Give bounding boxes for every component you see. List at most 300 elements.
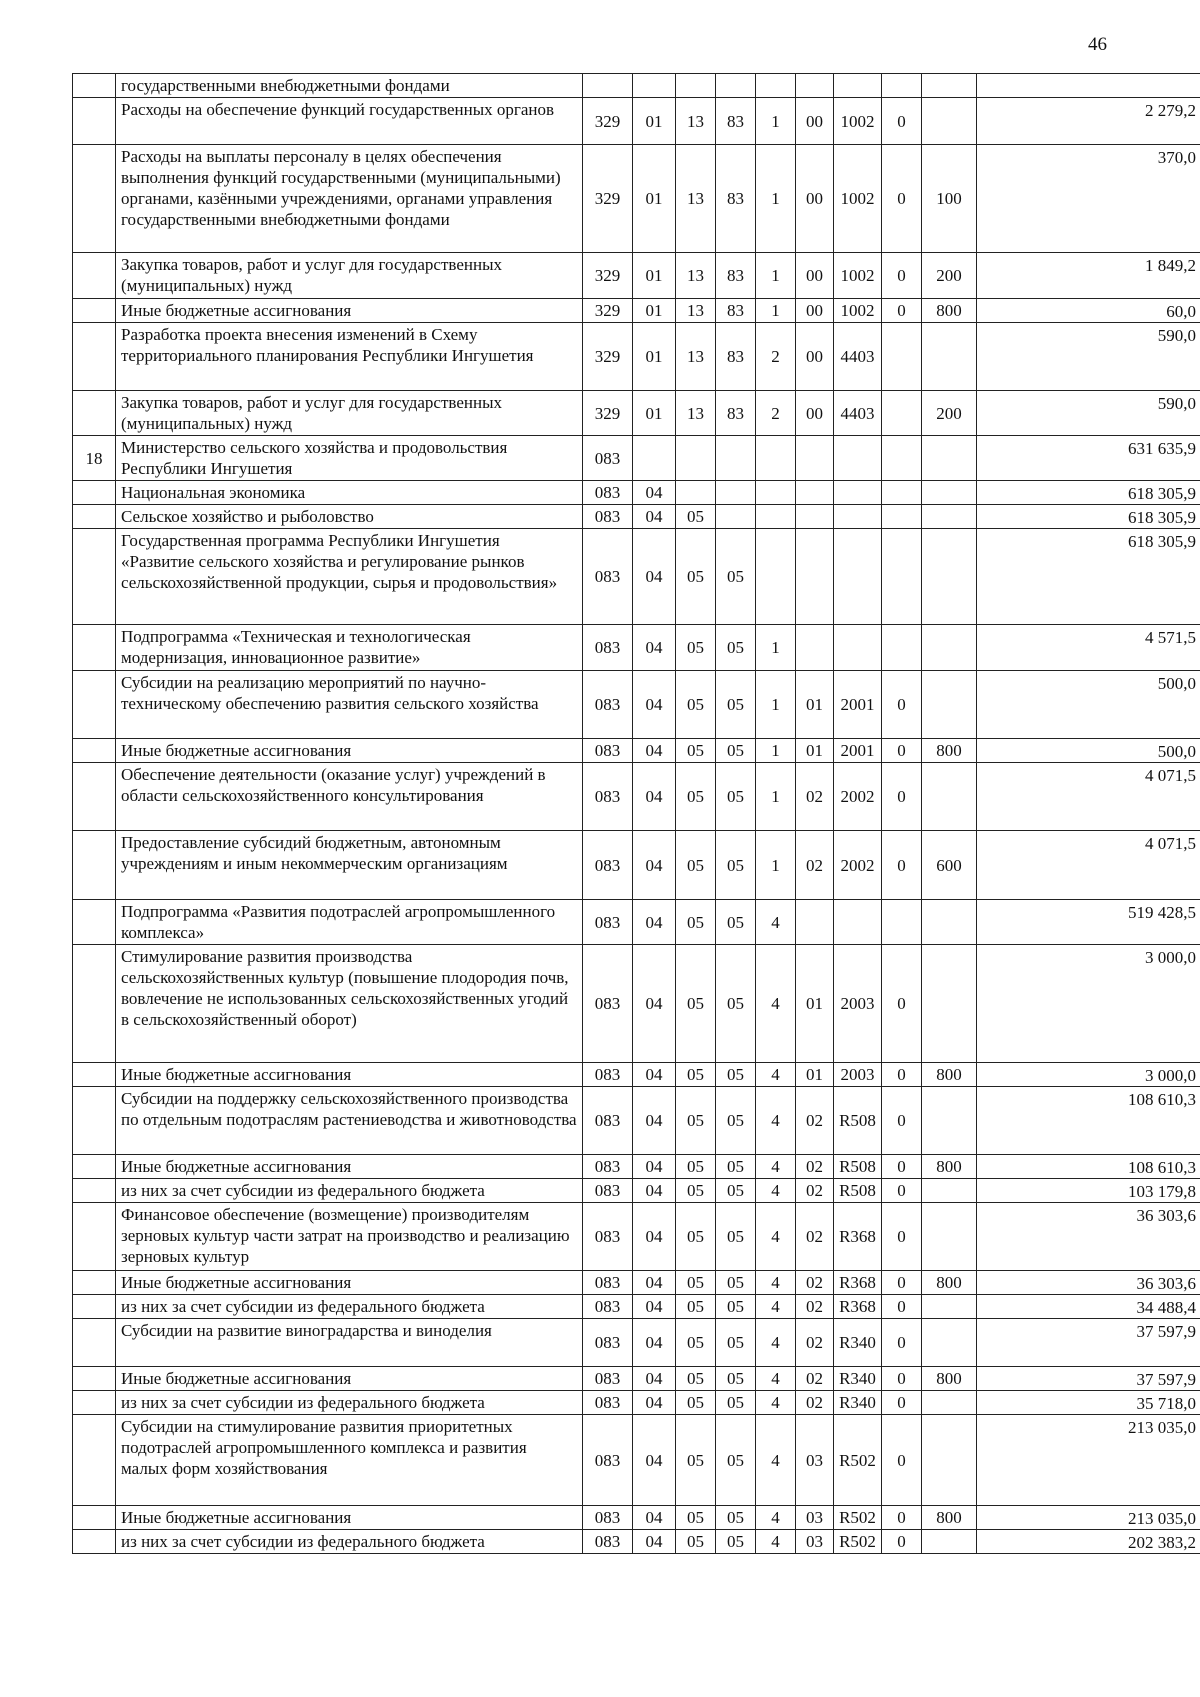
amount-cell: 213 035,0 xyxy=(977,1506,1200,1530)
code-cell-c2: 04 xyxy=(633,739,676,763)
code-cell-c2: 01 xyxy=(633,299,676,323)
code-cell-c8: 0 xyxy=(882,1530,922,1554)
table-row xyxy=(73,1203,1200,1271)
row-number-cell xyxy=(73,1203,116,1271)
code-cell-c9 xyxy=(922,1415,977,1506)
code-cell-c4: 05 xyxy=(716,1415,756,1506)
code-cell-c5: 4 xyxy=(756,1391,796,1415)
code-cell-c1: 083 xyxy=(583,1295,633,1319)
code-cell-c1: 083 xyxy=(583,945,633,1063)
row-number-cell xyxy=(73,98,116,145)
code-cell-c5 xyxy=(756,74,796,98)
table-row xyxy=(73,1063,1200,1087)
code-cell-c1: 083 xyxy=(583,1063,633,1087)
amount-cell: 60,0 xyxy=(977,299,1200,323)
code-cell-c5: 2 xyxy=(756,323,796,391)
amount-cell: 618 305,9 xyxy=(977,481,1200,505)
code-cell-c4: 83 xyxy=(716,145,756,253)
item-name-cell: Иные бюджетные ассигнования xyxy=(116,739,583,763)
code-cell-c8 xyxy=(882,505,922,529)
code-cell-c8: 0 xyxy=(882,1063,922,1087)
row-number-cell xyxy=(73,945,116,1063)
code-cell-c2: 01 xyxy=(633,98,676,145)
row-number-cell xyxy=(73,1415,116,1506)
row-number-cell xyxy=(73,1319,116,1367)
code-cell-c8: 0 xyxy=(882,763,922,831)
code-cell-c6: 02 xyxy=(796,1179,834,1203)
item-name-cell: из них за счет субсидии из федерального бюджета xyxy=(116,1391,583,1415)
code-cell-c1: 083 xyxy=(583,763,633,831)
amount-cell: 370,0 xyxy=(977,145,1200,253)
table-row xyxy=(73,1179,1200,1203)
code-cell-c7: 1002 xyxy=(834,145,882,253)
code-cell-c8 xyxy=(882,391,922,436)
item-name-cell: Национальная экономика xyxy=(116,481,583,505)
code-cell-c4: 05 xyxy=(716,529,756,625)
row-number-cell xyxy=(73,671,116,739)
code-cell-c9: 800 xyxy=(922,1367,977,1391)
code-cell-c7: R368 xyxy=(834,1295,882,1319)
code-cell-c4: 05 xyxy=(716,1203,756,1271)
table-row xyxy=(73,1367,1200,1391)
code-cell-c7 xyxy=(834,529,882,625)
code-cell-c3: 05 xyxy=(676,505,716,529)
code-cell-c3: 05 xyxy=(676,831,716,900)
table-row xyxy=(73,481,1200,505)
code-cell-c1: 083 xyxy=(583,1506,633,1530)
code-cell-c2: 01 xyxy=(633,391,676,436)
code-cell-c1: 083 xyxy=(583,1319,633,1367)
code-cell-c6 xyxy=(796,625,834,671)
code-cell-c3: 13 xyxy=(676,391,716,436)
amount-cell: 500,0 xyxy=(977,739,1200,763)
amount-cell: 631 635,9 xyxy=(977,436,1200,481)
code-cell-c9 xyxy=(922,763,977,831)
code-cell-c5: 4 xyxy=(756,1506,796,1530)
code-cell-c2: 04 xyxy=(633,1295,676,1319)
amount-cell xyxy=(977,74,1200,98)
code-cell-c7: R502 xyxy=(834,1415,882,1506)
code-cell-c7 xyxy=(834,625,882,671)
code-cell-c9: 600 xyxy=(922,831,977,900)
code-cell-c4 xyxy=(716,436,756,481)
code-cell-c4: 05 xyxy=(716,739,756,763)
code-cell-c9 xyxy=(922,1203,977,1271)
table-row xyxy=(73,739,1200,763)
code-cell-c3: 05 xyxy=(676,1087,716,1155)
code-cell-c4: 05 xyxy=(716,1367,756,1391)
code-cell-c8: 0 xyxy=(882,1203,922,1271)
code-cell-c2: 04 xyxy=(633,1087,676,1155)
code-cell-c9 xyxy=(922,74,977,98)
code-cell-c1: 083 xyxy=(583,900,633,945)
item-name-cell: Иные бюджетные ассигнования xyxy=(116,299,583,323)
amount-cell: 3 000,0 xyxy=(977,945,1200,1063)
code-cell-c4: 05 xyxy=(716,900,756,945)
code-cell-c7: R340 xyxy=(834,1367,882,1391)
code-cell-c5: 4 xyxy=(756,1415,796,1506)
row-number-cell xyxy=(73,529,116,625)
row-number-cell xyxy=(73,391,116,436)
code-cell-c9 xyxy=(922,481,977,505)
code-cell-c5 xyxy=(756,481,796,505)
amount-cell: 500,0 xyxy=(977,671,1200,739)
code-cell-c5: 4 xyxy=(756,1155,796,1179)
code-cell-c8 xyxy=(882,436,922,481)
item-name-cell: Иные бюджетные ассигнования xyxy=(116,1271,583,1295)
code-cell-c1: 083 xyxy=(583,1087,633,1155)
code-cell-c5: 4 xyxy=(756,1271,796,1295)
code-cell-c3: 05 xyxy=(676,1367,716,1391)
item-name-cell: Стимулирование развития производства сельскохозяйственных культур (повышение плодородия почв, вовлечение не использованных сельскохозяйственных угодий в сельскохозяйственный оборот) xyxy=(116,945,583,1063)
code-cell-c7: 4403 xyxy=(834,391,882,436)
code-cell-c9 xyxy=(922,505,977,529)
page-number: 46 xyxy=(1088,34,1107,55)
code-cell-c2: 04 xyxy=(633,1530,676,1554)
table-row xyxy=(73,74,1200,98)
row-number-cell xyxy=(73,1271,116,1295)
code-cell-c3: 05 xyxy=(676,1391,716,1415)
code-cell-c8: 0 xyxy=(882,1391,922,1415)
code-cell-c8 xyxy=(882,900,922,945)
code-cell-c1: 329 xyxy=(583,299,633,323)
code-cell-c4: 05 xyxy=(716,763,756,831)
code-cell-c3: 05 xyxy=(676,1063,716,1087)
code-cell-c8: 0 xyxy=(882,1271,922,1295)
code-cell-c2: 04 xyxy=(633,529,676,625)
row-number-cell xyxy=(73,1295,116,1319)
code-cell-c7 xyxy=(834,505,882,529)
code-cell-c8: 0 xyxy=(882,253,922,299)
code-cell-c5: 4 xyxy=(756,1063,796,1087)
item-name-cell: Министерство сельского хозяйства и продовольствия Республики Ингушетия xyxy=(116,436,583,481)
code-cell-c2: 04 xyxy=(633,1367,676,1391)
amount-cell: 519 428,5 xyxy=(977,900,1200,945)
code-cell-c9: 800 xyxy=(922,1063,977,1087)
code-cell-c5: 1 xyxy=(756,763,796,831)
amount-cell: 4 571,5 xyxy=(977,625,1200,671)
amount-cell: 590,0 xyxy=(977,391,1200,436)
code-cell-c4: 05 xyxy=(716,671,756,739)
row-number-cell xyxy=(73,1087,116,1155)
code-cell-c7: R508 xyxy=(834,1179,882,1203)
code-cell-c5: 1 xyxy=(756,739,796,763)
code-cell-c7: R502 xyxy=(834,1530,882,1554)
code-cell-c8: 0 xyxy=(882,1415,922,1506)
code-cell-c9: 100 xyxy=(922,145,977,253)
code-cell-c5: 4 xyxy=(756,1367,796,1391)
row-number-cell xyxy=(73,481,116,505)
code-cell-c8: 0 xyxy=(882,98,922,145)
code-cell-c3 xyxy=(676,74,716,98)
code-cell-c7: 2001 xyxy=(834,739,882,763)
code-cell-c1: 083 xyxy=(583,481,633,505)
code-cell-c1: 083 xyxy=(583,1530,633,1554)
amount-cell: 35 718,0 xyxy=(977,1391,1200,1415)
amount-cell: 36 303,6 xyxy=(977,1271,1200,1295)
code-cell-c9: 200 xyxy=(922,253,977,299)
code-cell-c6 xyxy=(796,481,834,505)
code-cell-c2: 01 xyxy=(633,145,676,253)
item-name-cell: Субсидии на развитие виноградарства и виноделия xyxy=(116,1319,583,1367)
row-number-cell xyxy=(73,1179,116,1203)
code-cell-c5: 1 xyxy=(756,145,796,253)
row-number-cell xyxy=(73,625,116,671)
code-cell-c2: 04 xyxy=(633,1506,676,1530)
table-row xyxy=(73,1391,1200,1415)
item-name-cell: из них за счет субсидии из федерального бюджета xyxy=(116,1295,583,1319)
code-cell-c1: 083 xyxy=(583,436,633,481)
code-cell-c5: 4 xyxy=(756,1295,796,1319)
code-cell-c9 xyxy=(922,323,977,391)
amount-cell: 4 071,5 xyxy=(977,763,1200,831)
item-name-cell: государственными внебюджетными фондами xyxy=(116,74,583,98)
item-name-cell: Финансовое обеспечение (возмещение) производителям зерновых культур части затрат на производство и реализацию зерновых культур xyxy=(116,1203,583,1271)
code-cell-c3: 05 xyxy=(676,1295,716,1319)
code-cell-c1: 083 xyxy=(583,1179,633,1203)
table-row xyxy=(73,1271,1200,1295)
code-cell-c6: 00 xyxy=(796,391,834,436)
table-row xyxy=(73,253,1200,299)
code-cell-c1: 329 xyxy=(583,391,633,436)
code-cell-c6 xyxy=(796,505,834,529)
item-name-cell: Субсидии на поддержку сельскохозяйственного производства по отдельным подотраслям растениеводства и животноводства xyxy=(116,1087,583,1155)
code-cell-c6: 00 xyxy=(796,253,834,299)
code-cell-c3: 05 xyxy=(676,763,716,831)
code-cell-c1: 083 xyxy=(583,1155,633,1179)
code-cell-c5 xyxy=(756,505,796,529)
item-name-cell: Иные бюджетные ассигнования xyxy=(116,1063,583,1087)
table-row xyxy=(73,1155,1200,1179)
code-cell-c6: 01 xyxy=(796,945,834,1063)
code-cell-c2: 04 xyxy=(633,1391,676,1415)
code-cell-c2: 04 xyxy=(633,763,676,831)
table-row xyxy=(73,1319,1200,1367)
amount-cell: 213 035,0 xyxy=(977,1415,1200,1506)
row-number-cell xyxy=(73,505,116,529)
code-cell-c4: 83 xyxy=(716,98,756,145)
code-cell-c5: 4 xyxy=(756,1319,796,1367)
code-cell-c2: 04 xyxy=(633,1271,676,1295)
row-number-cell xyxy=(73,900,116,945)
table-row xyxy=(73,529,1200,625)
table-row xyxy=(73,945,1200,1063)
code-cell-c9: 200 xyxy=(922,391,977,436)
code-cell-c8: 0 xyxy=(882,945,922,1063)
table-row xyxy=(73,391,1200,436)
code-cell-c6 xyxy=(796,900,834,945)
code-cell-c1: 083 xyxy=(583,1271,633,1295)
code-cell-c4: 05 xyxy=(716,831,756,900)
code-cell-c3: 05 xyxy=(676,945,716,1063)
code-cell-c8: 0 xyxy=(882,1506,922,1530)
code-cell-c2: 04 xyxy=(633,900,676,945)
table-row xyxy=(73,763,1200,831)
code-cell-c6: 02 xyxy=(796,1319,834,1367)
code-cell-c4 xyxy=(716,505,756,529)
code-cell-c4: 05 xyxy=(716,1179,756,1203)
code-cell-c4: 83 xyxy=(716,253,756,299)
code-cell-c9 xyxy=(922,1530,977,1554)
code-cell-c9 xyxy=(922,900,977,945)
code-cell-c4: 05 xyxy=(716,1155,756,1179)
amount-cell: 37 597,9 xyxy=(977,1367,1200,1391)
table-row xyxy=(73,1295,1200,1319)
table-row xyxy=(73,625,1200,671)
code-cell-c5: 1 xyxy=(756,98,796,145)
amount-cell: 590,0 xyxy=(977,323,1200,391)
row-number-cell xyxy=(73,1391,116,1415)
code-cell-c3: 13 xyxy=(676,323,716,391)
code-cell-c1: 083 xyxy=(583,1415,633,1506)
item-name-cell: Сельское хозяйство и рыболовство xyxy=(116,505,583,529)
code-cell-c1: 083 xyxy=(583,739,633,763)
code-cell-c4 xyxy=(716,74,756,98)
code-cell-c2: 04 xyxy=(633,1063,676,1087)
code-cell-c8 xyxy=(882,74,922,98)
code-cell-c1: 083 xyxy=(583,529,633,625)
code-cell-c7: R508 xyxy=(834,1087,882,1155)
code-cell-c4: 05 xyxy=(716,1506,756,1530)
code-cell-c2 xyxy=(633,74,676,98)
code-cell-c7: R502 xyxy=(834,1506,882,1530)
code-cell-c6: 01 xyxy=(796,739,834,763)
code-cell-c9 xyxy=(922,436,977,481)
code-cell-c6 xyxy=(796,529,834,625)
item-name-cell: из них за счет субсидии из федерального бюджета xyxy=(116,1530,583,1554)
code-cell-c7: R368 xyxy=(834,1271,882,1295)
row-number-cell xyxy=(73,831,116,900)
code-cell-c7 xyxy=(834,74,882,98)
code-cell-c6 xyxy=(796,74,834,98)
code-cell-c6: 00 xyxy=(796,145,834,253)
code-cell-c5: 1 xyxy=(756,253,796,299)
code-cell-c7: 2003 xyxy=(834,945,882,1063)
code-cell-c7: R340 xyxy=(834,1319,882,1367)
code-cell-c9 xyxy=(922,671,977,739)
item-name-cell: Субсидии на стимулирование развития приоритетных подотраслей агропромышленного комплекса и развития малых форм хозяйствования xyxy=(116,1415,583,1506)
code-cell-c9 xyxy=(922,1391,977,1415)
code-cell-c2 xyxy=(633,436,676,481)
code-cell-c9 xyxy=(922,1319,977,1367)
table-body xyxy=(73,74,1200,1554)
code-cell-c6: 02 xyxy=(796,1087,834,1155)
code-cell-c1: 083 xyxy=(583,1367,633,1391)
row-number-cell xyxy=(73,1063,116,1087)
item-name-cell: Расходы на выплаты персоналу в целях обеспечения выполнения функций государственными (муниципальными) органами, казёнными учреждениями, органами управления государственными внебюджетными фондами xyxy=(116,145,583,253)
row-number-cell xyxy=(73,323,116,391)
code-cell-c4: 05 xyxy=(716,1063,756,1087)
code-cell-c8: 0 xyxy=(882,1319,922,1367)
code-cell-c4: 05 xyxy=(716,945,756,1063)
code-cell-c6: 00 xyxy=(796,299,834,323)
code-cell-c7: R340 xyxy=(834,1391,882,1415)
item-name-cell: Субсидии на реализацию мероприятий по научно-техническому обеспечению развития сельского хозяйства xyxy=(116,671,583,739)
row-number-cell xyxy=(73,1506,116,1530)
amount-cell: 108 610,3 xyxy=(977,1087,1200,1155)
code-cell-c3: 05 xyxy=(676,1319,716,1367)
code-cell-c6: 01 xyxy=(796,1063,834,1087)
amount-cell: 108 610,3 xyxy=(977,1155,1200,1179)
code-cell-c5: 4 xyxy=(756,1179,796,1203)
code-cell-c1: 083 xyxy=(583,505,633,529)
code-cell-c7: R368 xyxy=(834,1203,882,1271)
code-cell-c2: 04 xyxy=(633,671,676,739)
code-cell-c3: 05 xyxy=(676,1530,716,1554)
code-cell-c9: 800 xyxy=(922,1506,977,1530)
code-cell-c4: 05 xyxy=(716,625,756,671)
code-cell-c8: 0 xyxy=(882,1295,922,1319)
amount-cell: 202 383,2 xyxy=(977,1530,1200,1554)
code-cell-c8: 0 xyxy=(882,671,922,739)
code-cell-c7: 1002 xyxy=(834,299,882,323)
code-cell-c3: 05 xyxy=(676,1415,716,1506)
table-row xyxy=(73,98,1200,145)
item-name-cell: Закупка товаров, работ и услуг для государственных (муниципальных) нужд xyxy=(116,253,583,299)
code-cell-c6: 03 xyxy=(796,1530,834,1554)
amount-cell: 4 071,5 xyxy=(977,831,1200,900)
row-number-cell xyxy=(73,1155,116,1179)
code-cell-c8: 0 xyxy=(882,1155,922,1179)
code-cell-c2: 04 xyxy=(633,945,676,1063)
row-number-cell xyxy=(73,763,116,831)
amount-cell: 37 597,9 xyxy=(977,1319,1200,1367)
item-name-cell: Расходы на обеспечение функций государственных органов xyxy=(116,98,583,145)
code-cell-c2: 04 xyxy=(633,481,676,505)
row-number-cell xyxy=(73,145,116,253)
code-cell-c6: 02 xyxy=(796,1203,834,1271)
code-cell-c7: 2003 xyxy=(834,1063,882,1087)
code-cell-c7: 1002 xyxy=(834,98,882,145)
table-row xyxy=(73,900,1200,945)
code-cell-c1 xyxy=(583,74,633,98)
code-cell-c1: 329 xyxy=(583,253,633,299)
code-cell-c3: 13 xyxy=(676,253,716,299)
item-name-cell: Государственная программа Республики Ингушетия «Развитие сельского хозяйства и регулирование рынков сельскохозяйственной продукции, сырья и продовольствия» xyxy=(116,529,583,625)
amount-cell: 618 305,9 xyxy=(977,505,1200,529)
code-cell-c2: 04 xyxy=(633,625,676,671)
table-row xyxy=(73,671,1200,739)
code-cell-c3: 05 xyxy=(676,1203,716,1271)
code-cell-c2: 04 xyxy=(633,505,676,529)
code-cell-c6: 03 xyxy=(796,1506,834,1530)
code-cell-c4: 05 xyxy=(716,1391,756,1415)
row-number-cell xyxy=(73,739,116,763)
table-row xyxy=(73,831,1200,900)
code-cell-c6: 02 xyxy=(796,1295,834,1319)
item-name-cell: из них за счет субсидии из федерального бюджета xyxy=(116,1179,583,1203)
code-cell-c7: 2002 xyxy=(834,763,882,831)
code-cell-c9 xyxy=(922,945,977,1063)
table-row xyxy=(73,1530,1200,1554)
amount-cell: 618 305,9 xyxy=(977,529,1200,625)
code-cell-c4: 05 xyxy=(716,1271,756,1295)
code-cell-c5 xyxy=(756,436,796,481)
code-cell-c7: 4403 xyxy=(834,323,882,391)
code-cell-c8: 0 xyxy=(882,831,922,900)
item-name-cell: Обеспечение деятельности (оказание услуг) учреждений в области сельскохозяйственного консультирования xyxy=(116,763,583,831)
code-cell-c3: 05 xyxy=(676,1271,716,1295)
code-cell-c1: 083 xyxy=(583,671,633,739)
code-cell-c5: 4 xyxy=(756,1203,796,1271)
amount-cell: 34 488,4 xyxy=(977,1295,1200,1319)
code-cell-c2: 04 xyxy=(633,1319,676,1367)
code-cell-c1: 083 xyxy=(583,1391,633,1415)
code-cell-c6: 02 xyxy=(796,1271,834,1295)
code-cell-c5: 4 xyxy=(756,1087,796,1155)
code-cell-c9: 800 xyxy=(922,299,977,323)
code-cell-c3: 05 xyxy=(676,739,716,763)
